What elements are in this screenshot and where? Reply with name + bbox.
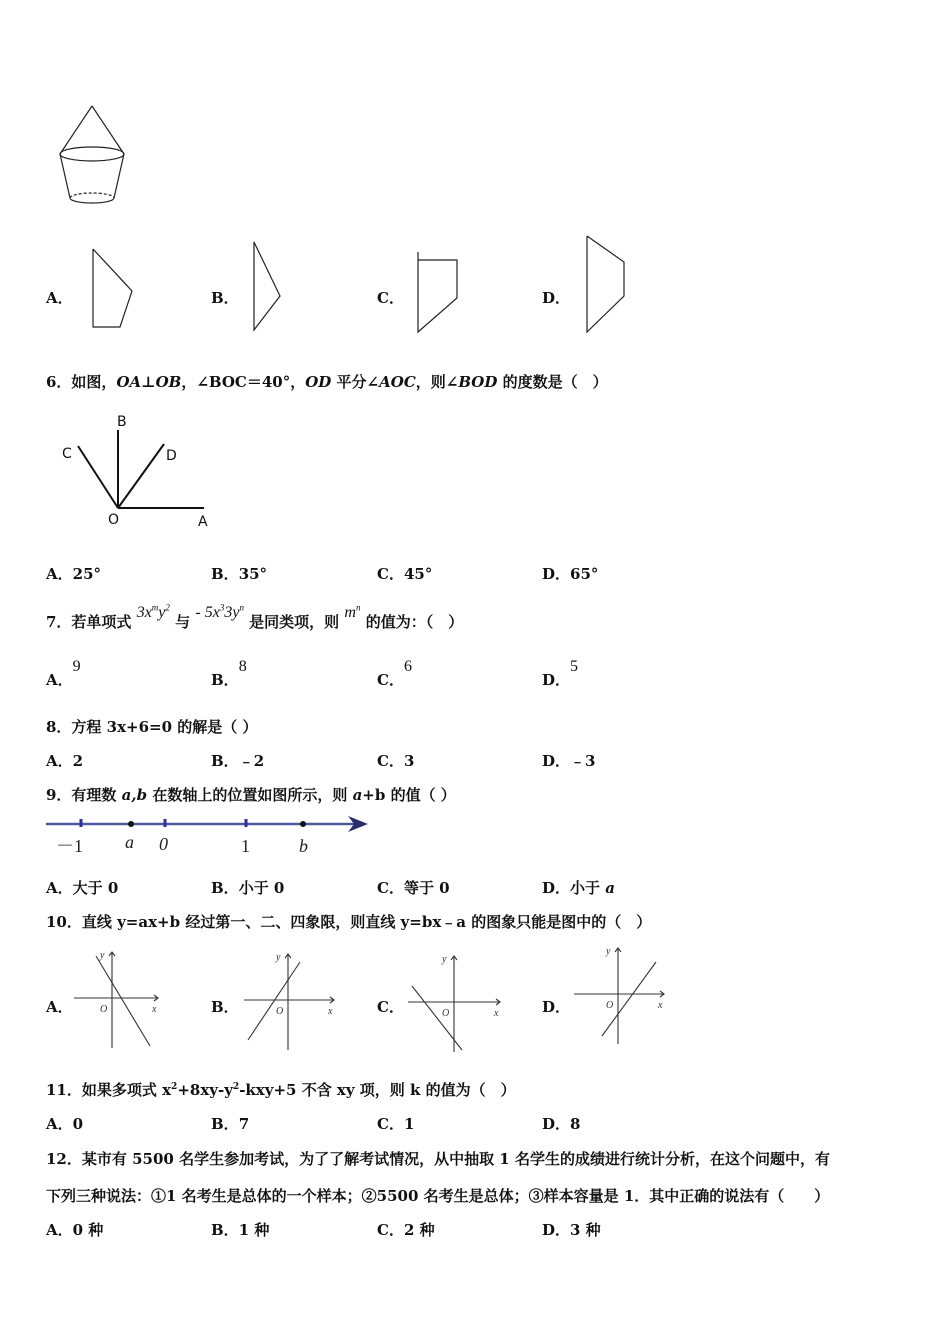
q10-d-x-label: x: [658, 1000, 663, 1011]
q7-stem: 7．若单项式 $3x^my^2$ 与 - $5x^33y^n$ 是同类项，则 $m^n$ 的值为：（ ）: [46, 602, 464, 631]
q11-option-b[interactable]: B．7: [211, 1115, 250, 1133]
q6-label-o: O: [108, 512, 120, 528]
q10-option-b[interactable]: B．: [211, 998, 239, 1016]
q9-option-b[interactable]: B．小于 0: [211, 879, 285, 897]
q10-c-o-label: O: [442, 1008, 450, 1019]
q6-label-b: B: [117, 414, 127, 430]
q6-label-a: A: [198, 514, 208, 530]
q8-option-d[interactable]: D．﹣3: [542, 752, 596, 770]
q12-option-c[interactable]: C．2 种: [377, 1221, 435, 1239]
q7-option-a[interactable]: A．9: [46, 658, 81, 689]
q9-point-a: a: [125, 832, 134, 852]
q10-option-a[interactable]: A．: [46, 998, 73, 1016]
q10-option-d[interactable]: D．: [542, 998, 571, 1016]
q10-stem: 10．直线 y=ax+b 经过第一、二、四象限，则直线 y=bx﹣a 的图象只能是图中的（ ）: [46, 913, 652, 931]
q11-stem: 11．如果多项式 $x^2+8xy-y^2-kxy+5$ 不含 xy 项，则 k 的值为（ ）: [46, 1081, 516, 1099]
q7-option-d[interactable]: D．5: [542, 658, 579, 689]
q8-option-c[interactable]: C．3: [377, 752, 415, 770]
q9-option-a[interactable]: A．大于 0: [46, 879, 119, 897]
q10-option-c-graph: [406, 950, 504, 1054]
q7-option-b[interactable]: B．8: [211, 658, 247, 689]
q10-a-y-label: y: [100, 950, 105, 961]
q12-option-d[interactable]: D．3 种: [542, 1221, 601, 1239]
q5-option-b[interactable]: B．: [211, 289, 239, 307]
q9-option-d[interactable]: D．小于 a: [542, 879, 615, 897]
q12-stem-line1: 12．某市有 5500 名学生参加考试，为了了解考试情况，从中抽取 1 名学生的成绩进行统计分析，在这个问题中，有: [46, 1150, 830, 1168]
q10-option-d-graph: [572, 942, 668, 1046]
q6-stem: 6．如图，OA⊥OB，∠BOC＝40°，OD 平分∠AOC，则∠BOD 的度数是（ ）: [46, 373, 608, 391]
q12-option-b[interactable]: B．1 种: [211, 1221, 270, 1239]
q11-option-c[interactable]: C．1: [377, 1115, 415, 1133]
q5-option-c-figure: [413, 250, 463, 334]
q5-option-c[interactable]: C．: [377, 289, 404, 307]
q10-option-a-graph: [72, 946, 164, 1050]
q10-a-x-label: x: [152, 1004, 157, 1015]
q9-tick-zero: 0: [159, 834, 168, 854]
q5-option-a-figure: [88, 245, 138, 335]
q6-option-a[interactable]: A．25°: [46, 565, 102, 583]
q9-stem: 9．有理数 a,b 在数轴上的位置如图所示，则 a+b 的值（ ）: [46, 786, 456, 804]
q6-angle-figure: [56, 410, 216, 530]
q10-d-o-label: O: [606, 1000, 614, 1011]
q10-b-o-label: O: [276, 1006, 284, 1017]
q5-option-d[interactable]: D．: [542, 289, 571, 307]
q9-option-c[interactable]: C．等于 0: [377, 879, 450, 897]
q5-solid-figure: [52, 102, 132, 212]
q6-option-d[interactable]: D．65°: [542, 565, 599, 583]
q6-label-c: C: [62, 446, 72, 462]
q9-tick-one: 1: [241, 836, 250, 856]
q7-option-c[interactable]: C．6: [377, 658, 412, 689]
q11-option-a[interactable]: A．0: [46, 1115, 84, 1133]
q9-number-line: [44, 812, 374, 860]
q10-c-x-label: x: [494, 1008, 499, 1019]
q10-b-y-label: y: [276, 952, 281, 963]
q5-option-b-figure: [248, 240, 288, 332]
q6-option-c[interactable]: C．45°: [377, 565, 433, 583]
q10-c-y-label: y: [442, 954, 447, 965]
q8-option-a[interactable]: A．2: [46, 752, 84, 770]
q8-stem: 8．方程 3x+6=0 的解是（ ）: [46, 718, 258, 736]
q10-d-y-label: y: [606, 946, 611, 957]
q8-option-b[interactable]: B．﹣2: [211, 752, 265, 770]
q10-option-b-graph: [242, 948, 338, 1052]
q12-stem-line2: 下列三种说法：①1 名考生是总体的一个样本；②5500 名考生是总体；③样本容量是 1．其中正确的说法有（ ）: [46, 1187, 830, 1205]
q10-a-o-label: O: [100, 1004, 108, 1015]
q6-option-b[interactable]: B．35°: [211, 565, 268, 583]
q12-option-a[interactable]: A．0 种: [46, 1221, 104, 1239]
q6-label-d: D: [166, 448, 177, 464]
q10-option-c[interactable]: C．: [377, 998, 404, 1016]
q9-tick-minus1: －1: [56, 836, 83, 856]
q10-b-x-label: x: [328, 1006, 333, 1017]
q11-option-d[interactable]: D．8: [542, 1115, 581, 1133]
q9-point-b: b: [299, 836, 308, 856]
q5-option-a[interactable]: A．: [46, 289, 73, 307]
q5-option-d-figure: [582, 234, 630, 334]
